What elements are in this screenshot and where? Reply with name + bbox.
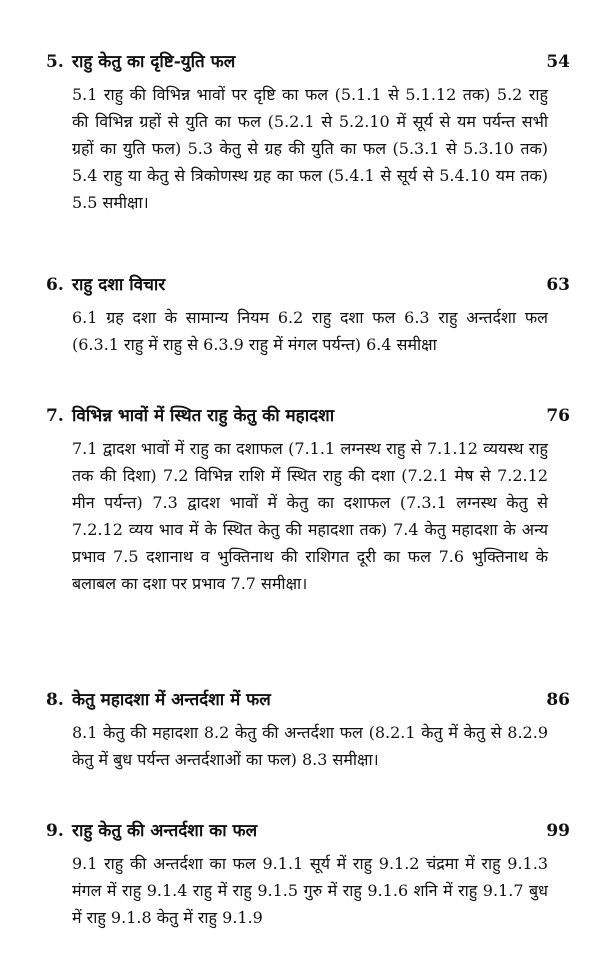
chapter-description: 8.1 केतु की महादशा 8.2 केतु की अन्तर्दशा फल (8.2.1 केतु में केतु से 8.2.9 केतु में बुध पर्यन्त अन्तर्दशाओं का फल) 8.3 समीक्षा। <box>72 723 548 769</box>
toc-entry-9 <box>46 816 570 931</box>
entry-heading <box>46 401 570 431</box>
entry-heading <box>46 816 570 846</box>
toc-entry-8 <box>46 685 570 773</box>
toc-entry-5 <box>46 47 570 216</box>
page-number: 76 <box>546 406 570 426</box>
chapter-title: राहु केतु की अन्तर्दशा का फल <box>72 821 258 841</box>
chapter-description: 6.1 ग्रह दशा के सामान्य नियम 6.2 राहु दशा फल 6.3 राहु अन्तर्दशा फल (6.3.1 राहु में राहु से 6.3.9 राहु में मंगल पर्यन्त) 6.4 समीक्षा <box>72 308 548 354</box>
page-number: 63 <box>546 275 570 295</box>
chapter-number: 5. <box>46 52 64 72</box>
toc-entry-6 <box>46 270 570 358</box>
chapter-number: 6. <box>46 275 64 295</box>
chapter-number: 7. <box>46 406 64 426</box>
entry-heading <box>46 685 570 715</box>
toc-entry-7 <box>46 401 570 597</box>
chapter-number: 8. <box>46 690 64 710</box>
chapter-title: विभिन्न भावों में स्थित राहु केतु की महादशा <box>72 406 335 426</box>
chapter-description: 9.1 राहु की अन्तर्दशा का फल 9.1.1 सूर्य में राहु 9.1.2 चंद्रमा में राहु 9.1.3 मंगल में राहु 9.1.4 राहु में राहु 9.1.5 गुरु में राहु 9.1.6 शनि में राहु 9.1.7 बुध में राहु 9.1.8 केतु में राहु 9.1.9 <box>72 854 548 927</box>
chapter-title: राहु केतु का दृष्टि-युति फल <box>72 52 236 72</box>
chapter-description: 7.1 द्वादश भावों में राहु का दशाफल (7.1.1 लग्नस्थ राहु से 7.1.12 व्ययस्थ राहु तक की दिशा) 7.2 विभिन्न राशि में स्थित राहु की दशा (7.2.1 मेष से 7.2.12 मीन पर्यन्त) 7.3 द्वादश भावों में केतु का दशाफल (7.3.1 लग्नस्थ केतु से 7.2.12 व्यय भाव में के स्थित केतु की महादशा तक) 7.4 केतु महादशा के अन्य प्रभाव 7.5 दशानाथ व भुक्तिनाथ की राशिगत दूरी का फल 7.6 भुक्तिनाथ के बलाबल का दशा पर प्रभाव 7.7 समीक्षा। <box>72 439 548 593</box>
page-number: 99 <box>546 821 570 841</box>
page-number: 86 <box>546 690 570 710</box>
entry-heading <box>46 270 570 300</box>
page-number: 54 <box>546 52 570 72</box>
entry-heading <box>46 47 570 77</box>
chapter-number: 9. <box>46 821 64 841</box>
chapter-title: राहु दशा विचार <box>72 275 166 295</box>
chapter-title: केतु महादशा में अन्तर्दशा में फल <box>72 690 271 710</box>
chapter-description: 5.1 राहु की विभिन्न भावों पर दृष्टि का फल (5.1.1 से 5.1.12 तक) 5.2 राहु की विभिन्न ग्रहों से युति का फल (5.2.1 से 5.2.10 में सूर्य से यम पर्यन्त सभी ग्रहों का युति फल) 5.3 केतु से ग्रह की युति का फल (5.3.1 से 5.3.10 तक) 5.4 राहु या केतु से त्रिकोणस्थ ग्रह का फल (5.4.1 से सूर्य से 5.4.10 यम तक) 5.5 समीक्षा। <box>72 85 548 212</box>
